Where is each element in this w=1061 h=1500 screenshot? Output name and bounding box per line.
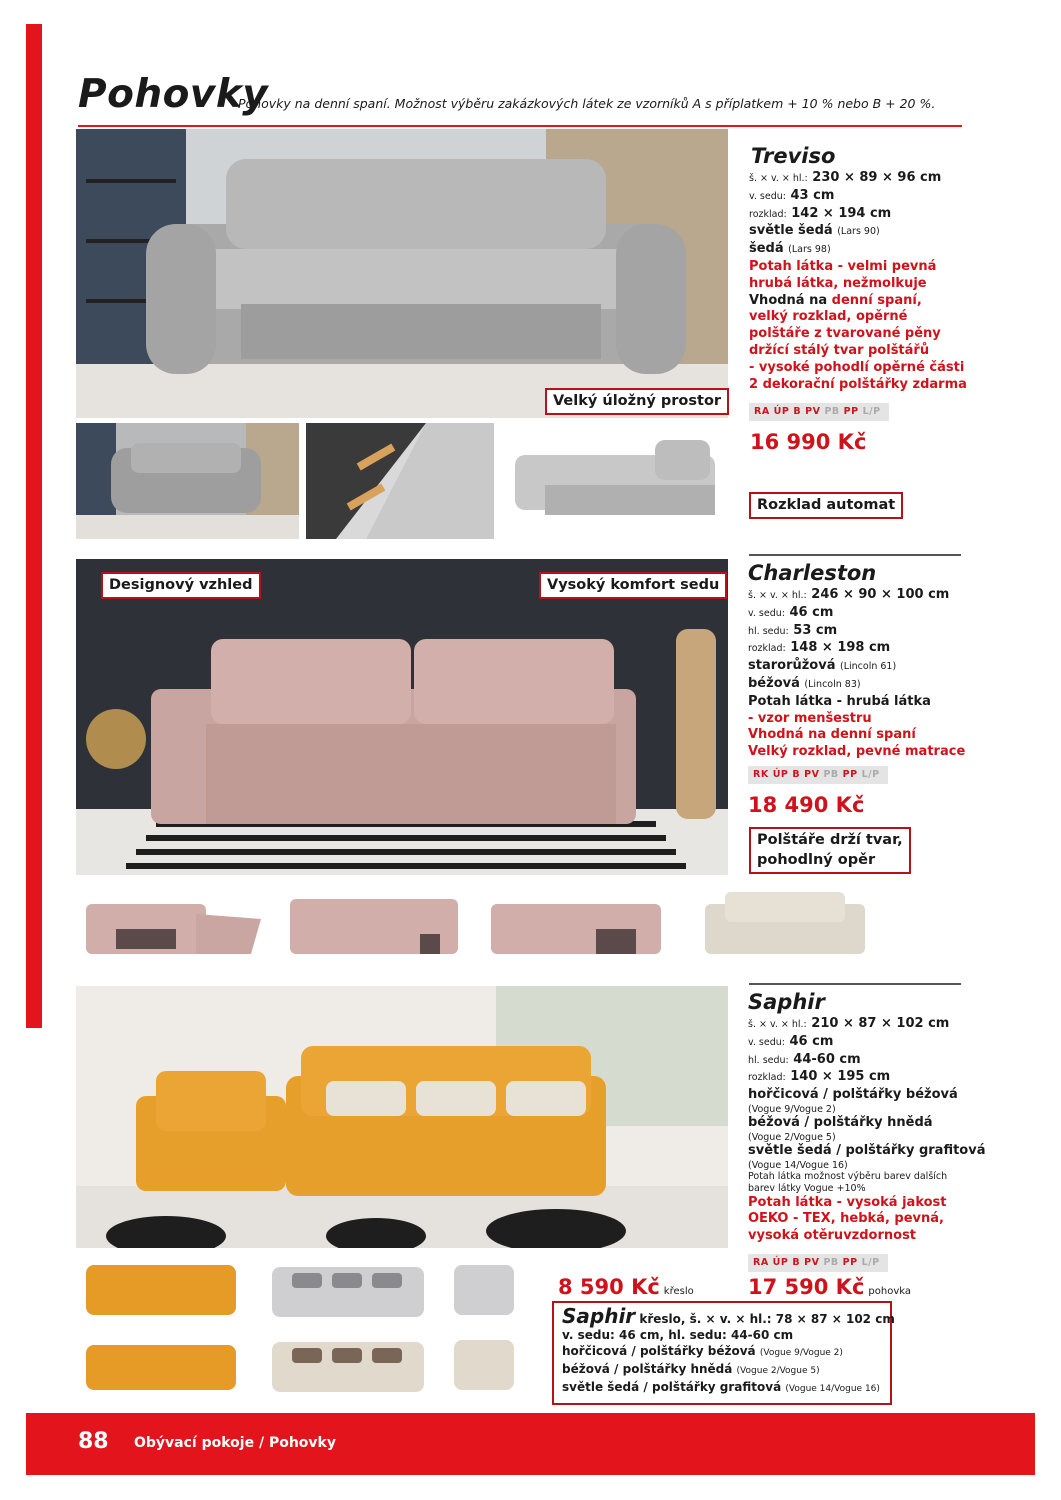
tag: ÚP	[772, 1257, 789, 1268]
note-line: Potah látka možnost výběru barev dalších	[748, 1170, 948, 1182]
feature-line: polštáře z tvarované pěny	[749, 326, 941, 342]
saphir-specs	[748, 1016, 986, 1245]
tag: PB	[823, 769, 839, 780]
tag: RK	[753, 769, 769, 780]
section-name: Obývací pokoje / Pohovky	[134, 1435, 336, 1451]
tag: RA	[754, 406, 770, 417]
callout-storage: Velký úložný prostor	[545, 388, 729, 415]
color-name: hořčicová / polštářky béžová	[748, 1087, 958, 1103]
section-separator	[749, 554, 961, 556]
saphir-thumb-mustard-2	[76, 1330, 246, 1400]
treviso-name: Treviso	[751, 144, 836, 168]
tag: B	[793, 406, 802, 417]
feature-line: Velký rozklad, pevné matrace	[748, 744, 966, 760]
depth-value: 53 cm	[793, 622, 838, 638]
feature-line: Potah látka - vysoká jakost	[748, 1194, 947, 1210]
color-code: (Vogue 9/Vogue 2)	[748, 1103, 836, 1115]
tag: PP	[842, 1257, 858, 1268]
section-separator	[749, 983, 961, 985]
charleston-main-photo	[76, 559, 728, 875]
chair-size: křeslo, š. × v. × hl.: 78 × 87 × 102 cm	[639, 1312, 895, 1326]
tag: PV	[805, 406, 821, 417]
tag: L/P	[862, 406, 881, 417]
treviso-feature-tags	[749, 403, 889, 421]
charleston-specs	[748, 587, 966, 761]
feature-line: - vysoké pohodlí opěrné části	[749, 359, 965, 375]
color-name: béžová / polštářky hnědá	[562, 1362, 733, 1376]
color-name: béžová / polštářky hnědá	[748, 1114, 933, 1130]
feature-line: Potah látka - hrubá látka	[748, 693, 931, 709]
dims-value: 246 × 90 × 100 cm	[811, 587, 950, 602]
charleston-feature-tags	[748, 766, 888, 784]
price-suffix: pohovka	[868, 1286, 911, 1297]
feature-line: - vzor menšestru	[748, 710, 872, 726]
header-rule	[78, 125, 962, 127]
color-name: šedá	[749, 241, 784, 257]
bed-label: rozklad:	[748, 1072, 786, 1084]
bed-value: 142 × 194 cm	[791, 205, 892, 221]
dims-label: š. × v. × hl.:	[749, 173, 808, 184]
saphir-main-photo	[76, 986, 728, 1248]
color-code: (Lars 90)	[837, 226, 880, 238]
saphir-thumb-grey-chair	[446, 1255, 522, 1325]
callout-comfort: Vysoký komfort sedu	[539, 572, 727, 599]
page-number: 88	[78, 1429, 109, 1454]
note-line: barev látky Vogue +10%	[748, 1182, 866, 1194]
saphir-thumb-beige-chair	[446, 1330, 522, 1400]
page-footer	[26, 1413, 1035, 1475]
color-name: starorůžová	[748, 658, 836, 674]
charleston-name: Charleston	[748, 561, 877, 585]
callout-design: Designový vzhled	[101, 572, 261, 599]
saphir-feature-tags	[748, 1254, 888, 1272]
feature-line: hrubá látka, nežmolkuje	[749, 275, 927, 291]
price-value: 8 590 Kč	[558, 1275, 660, 1299]
color-code: (Vogue 14/Vogue 16)	[785, 1384, 880, 1394]
color-code: (Lars 98)	[788, 244, 831, 256]
charleston-price: 18 490 Kč	[748, 793, 865, 817]
treviso-price: 16 990 Kč	[750, 430, 867, 454]
saphir-thumb-grey-sofa	[262, 1255, 434, 1325]
charleston-thumb-bed	[280, 884, 466, 966]
saphir-name: Saphir	[748, 990, 825, 1014]
feature-line: Vhodná na denní spaní	[748, 727, 916, 743]
treviso-main-photo	[76, 129, 728, 418]
color-code: (Vogue 2/Vogue 5)	[736, 1366, 820, 1376]
bed-label: rozklad:	[749, 208, 787, 220]
feature-line: Vhodná na	[749, 292, 828, 308]
color-code: (Lincoln 61)	[840, 661, 897, 673]
tag: PV	[804, 1257, 820, 1268]
depth-label: hl. sedu:	[748, 1054, 789, 1066]
tag: PB	[823, 1257, 839, 1268]
price-value: 17 590 Kč	[748, 1275, 865, 1299]
treviso-specs	[749, 170, 967, 393]
feature-line: denní spaní,	[831, 292, 922, 308]
tag: ÚP	[772, 769, 789, 780]
treviso-thumb-storage	[306, 423, 494, 539]
color-name: béžová	[748, 675, 800, 691]
tag: RA	[753, 1257, 769, 1268]
callout-auto: Rozklad automat	[749, 492, 903, 519]
color-name: světle šedá / polštářky grafitová	[562, 1380, 782, 1394]
seat-value: 46 cm	[789, 1033, 834, 1049]
seat-value: 46 cm	[789, 604, 834, 620]
saphir-sofa-price	[748, 1275, 911, 1299]
seat-label: v. sedu:	[748, 607, 785, 619]
treviso-thumb-bed	[505, 430, 725, 540]
tag: B	[792, 769, 801, 780]
page-subtitle: Pohovky na denní spaní. Možnost výběru zakázkových látek ze vzorníků A s příplatkem + 10 % nebo B + 20 %.	[238, 96, 936, 111]
chair-name: Saphir	[562, 1304, 636, 1328]
callout-pillows-line: Polštáře drží tvar,	[757, 832, 903, 848]
accent-bar	[26, 24, 42, 1028]
dims-value: 230 × 89 × 96 cm	[812, 170, 942, 185]
tag: PV	[804, 769, 820, 780]
color-name: hořčicová / polštářky béžová	[562, 1344, 756, 1358]
color-code: (Vogue 14/Vogue 16)	[748, 1159, 848, 1171]
feature-line: OEKO - TEX, hebká, pevná,	[748, 1211, 944, 1227]
tag: L/P	[861, 1257, 880, 1268]
tag: L/P	[861, 769, 880, 780]
saphir-chair-box	[552, 1301, 895, 1405]
feature-line: 2 dekorační polštářky zdarma	[749, 376, 967, 392]
tag: PP	[843, 406, 859, 417]
tag: ÚP	[773, 406, 790, 417]
saphir-thumb-mustard-1	[76, 1255, 246, 1325]
price-suffix: křeslo	[663, 1286, 694, 1297]
color-code: (Lincoln 83)	[804, 678, 861, 690]
saphir-thumb-beige-sofa	[262, 1330, 434, 1400]
callout-pillows	[749, 827, 911, 874]
feature-line: vysoká otěruvzdornost	[748, 1228, 917, 1244]
seat-label: v. sedu:	[748, 1036, 785, 1048]
depth-label: hl. sedu:	[748, 625, 789, 637]
bed-value: 148 × 198 cm	[790, 640, 891, 656]
color-code: (Vogue 2/Vogue 5)	[748, 1131, 836, 1143]
callout-pillows-line: pohodlný opěr	[757, 851, 876, 868]
charleston-thumb-corner	[76, 884, 266, 966]
seat-value: 43 cm	[790, 187, 835, 203]
tag: PB	[824, 406, 840, 417]
tag: B	[792, 1257, 801, 1268]
color-name: světle šedá	[749, 223, 833, 239]
dims-label: š. × v. × hl.:	[748, 590, 807, 601]
seat-label: v. sedu:	[749, 190, 786, 202]
dims-value: 210 × 87 × 102 cm	[811, 1016, 950, 1031]
tag: PP	[842, 769, 858, 780]
page-title: Pohovky	[78, 72, 269, 117]
feature-line: držící stálý tvar polštářů	[749, 342, 930, 358]
dims-label: š. × v. × hl.:	[748, 1019, 807, 1030]
page-header	[78, 72, 962, 128]
color-code: (Vogue 9/Vogue 2)	[759, 1348, 843, 1358]
feature-line: velký rozklad, opěrné	[749, 309, 908, 325]
color-name: světle šedá / polštářky grafitová	[748, 1142, 986, 1158]
charleston-thumb-beige	[700, 884, 870, 966]
charleston-thumb-open	[486, 884, 672, 966]
saphir-chair-price	[558, 1275, 694, 1299]
bed-value: 140 × 195 cm	[790, 1069, 891, 1085]
treviso-thumb-room	[76, 423, 299, 539]
feature-line: Potah látka - velmi pevná	[749, 258, 937, 274]
chair-seat: v. sedu: 46 cm, hl. sedu: 44-60 cm	[562, 1328, 794, 1342]
bed-label: rozklad:	[748, 643, 786, 655]
depth-value: 44-60 cm	[793, 1051, 861, 1067]
